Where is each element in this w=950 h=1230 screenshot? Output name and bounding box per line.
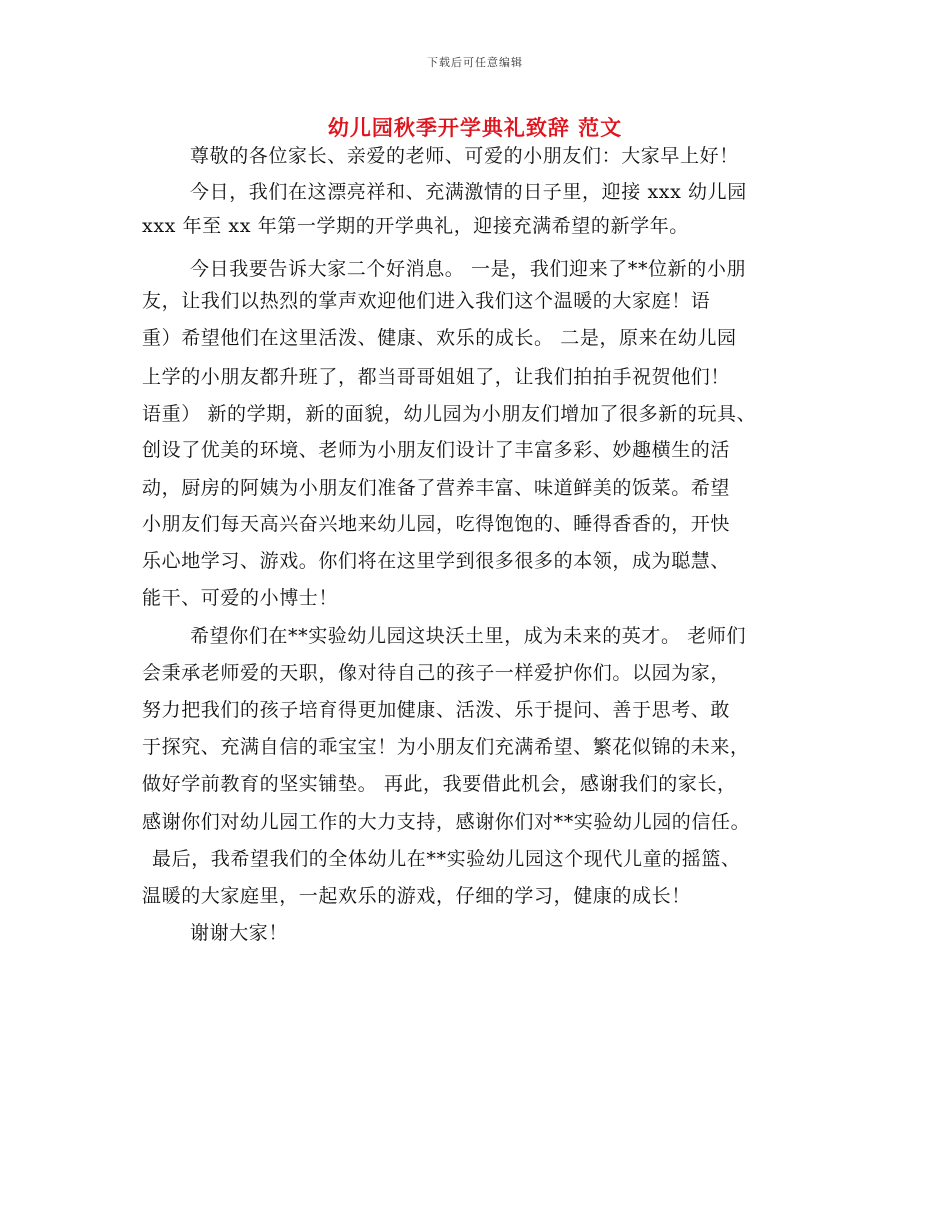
body-line: 感谢你们对幼儿园工作的大力支持，感谢你们对**实验幼儿园的信任。 (142, 811, 751, 833)
body-line: 希望你们在**实验幼儿园这块沃土里，成为未来的英才。 老师们 (190, 625, 747, 647)
body-line: 上学的小朋友都升班了，都当哥哥姐姐了，让我们拍拍手祝贺他们！ (142, 366, 731, 388)
body-line: 最后，我希望我们的全体幼儿在**实验幼儿园这个现代儿童的摇篮、 (152, 848, 741, 870)
body-line: 努力把我们的孩子培育得更加健康、活泼、乐于提问、善于思考、敢 (142, 699, 731, 721)
body-line: 重）希望他们在这里活泼、健康、欢乐的成长。 二是，原来在幼儿园 (142, 327, 737, 349)
body-line: 今日我要告诉大家二个好消息。 一是，我们迎来了**位新的小朋 (190, 258, 747, 280)
body-line: 语重） 新的学期，新的面貌，幼儿园为小朋友们增加了很多新的玩具、 (142, 403, 757, 425)
body-line: 能干、可爱的小博士！ (142, 587, 339, 609)
body-line: 于探究、充满自信的乖宝宝！为小朋友们充满希望、繁花似锦的未来， (142, 736, 750, 758)
body-line: 温暖的大家庭里，一起欢乐的游戏，仔细的学习，健康的成长！ (142, 885, 691, 907)
page-header-note: 下载后可任意编辑 (427, 56, 523, 69)
body-line: 动，厨房的阿姨为小朋友们准备了营养丰富、味道鲜美的饭菜。希望 (142, 477, 731, 499)
body-line: 小朋友们每天高兴奋兴地来幼儿园，吃得饱饱的、睡得香香的，开快 (142, 513, 731, 535)
body-line: xxx 年至 xx 年第一学期的开学典礼，迎接充满希望的新学年。 (142, 215, 689, 237)
body-line: 友，让我们以热烈的掌声欢迎他们进入我们这个温暖的大家庭！语 (142, 290, 711, 312)
body-line: 乐心地学习、游戏。你们将在这里学到很多很多的本领，成为聪慧、 (142, 550, 731, 572)
body-line: 尊敬的各位家长、亲爱的老师、可爱的小朋友们：大家早上好！ (190, 145, 739, 167)
body-line: 会秉承老师爱的天职，像对待自己的孩子一样爱护你们。以园为家， (142, 662, 731, 684)
body-line: 做好学前教育的坚实铺垫。 再此，我要借此机会，感谢我们的家长， (142, 773, 737, 795)
body-line: 创设了优美的环境、老师为小朋友们设计了丰富多彩、妙趣横生的活 (142, 439, 731, 461)
document-title: 幼儿园秋季开学典礼致辞 范文 (327, 115, 623, 140)
body-line: 谢谢大家！ (190, 922, 289, 944)
body-line: 今日，我们在这漂亮祥和、充满激情的日子里，迎接 xxx 幼儿园 (190, 181, 747, 203)
